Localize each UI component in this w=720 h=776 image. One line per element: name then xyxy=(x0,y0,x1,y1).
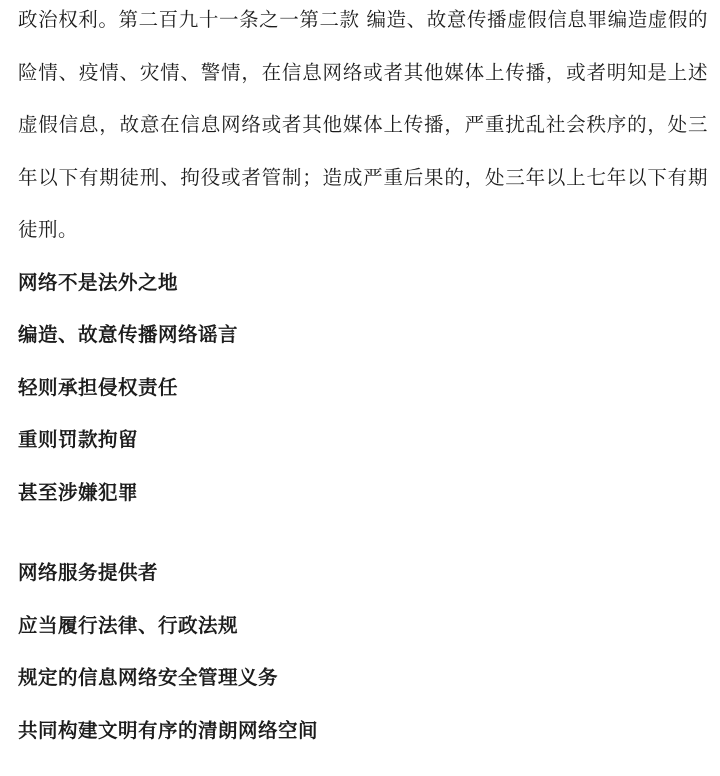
slogan-line: 网络服务提供者 xyxy=(18,561,159,584)
slogan-line: 甚至涉嫌犯罪 xyxy=(18,480,139,504)
slogan-line: 编造、故意传播网络谣言 xyxy=(18,323,239,346)
slogan-line: 重则罚款拘留 xyxy=(18,428,139,451)
slogan-group-2 xyxy=(18,547,708,757)
document-body xyxy=(18,0,708,757)
slogan-line: 规定的信息网络安全管理义务 xyxy=(18,666,279,689)
slogan-line: 共同构建文明有序的清朗网络空间 xyxy=(18,718,319,742)
slogan-line: 应当履行法律、行政法规 xyxy=(18,613,239,637)
section-gap xyxy=(18,519,708,547)
slogan-group-1 xyxy=(18,257,708,520)
slogan-line: 网络不是法外之地 xyxy=(18,270,179,294)
law-paragraph: 政治权利。第二百九十一条之一第二款 编造、故意传播虚假信息罪编造虚假的险情、疫情、灾情、警情，在信息网络或者其他媒体上传播，或者明知是上述虚假信息，故意在信息网络或者其他媒体上传播，严重扰乱社会秩序的，处三年以下有期徒刑、拘役或者管制；造成严重后果的，处三年以上七年以下有期徒刑。 xyxy=(18,8,708,241)
slogan-line: 轻则承担侵权责任 xyxy=(18,375,179,399)
